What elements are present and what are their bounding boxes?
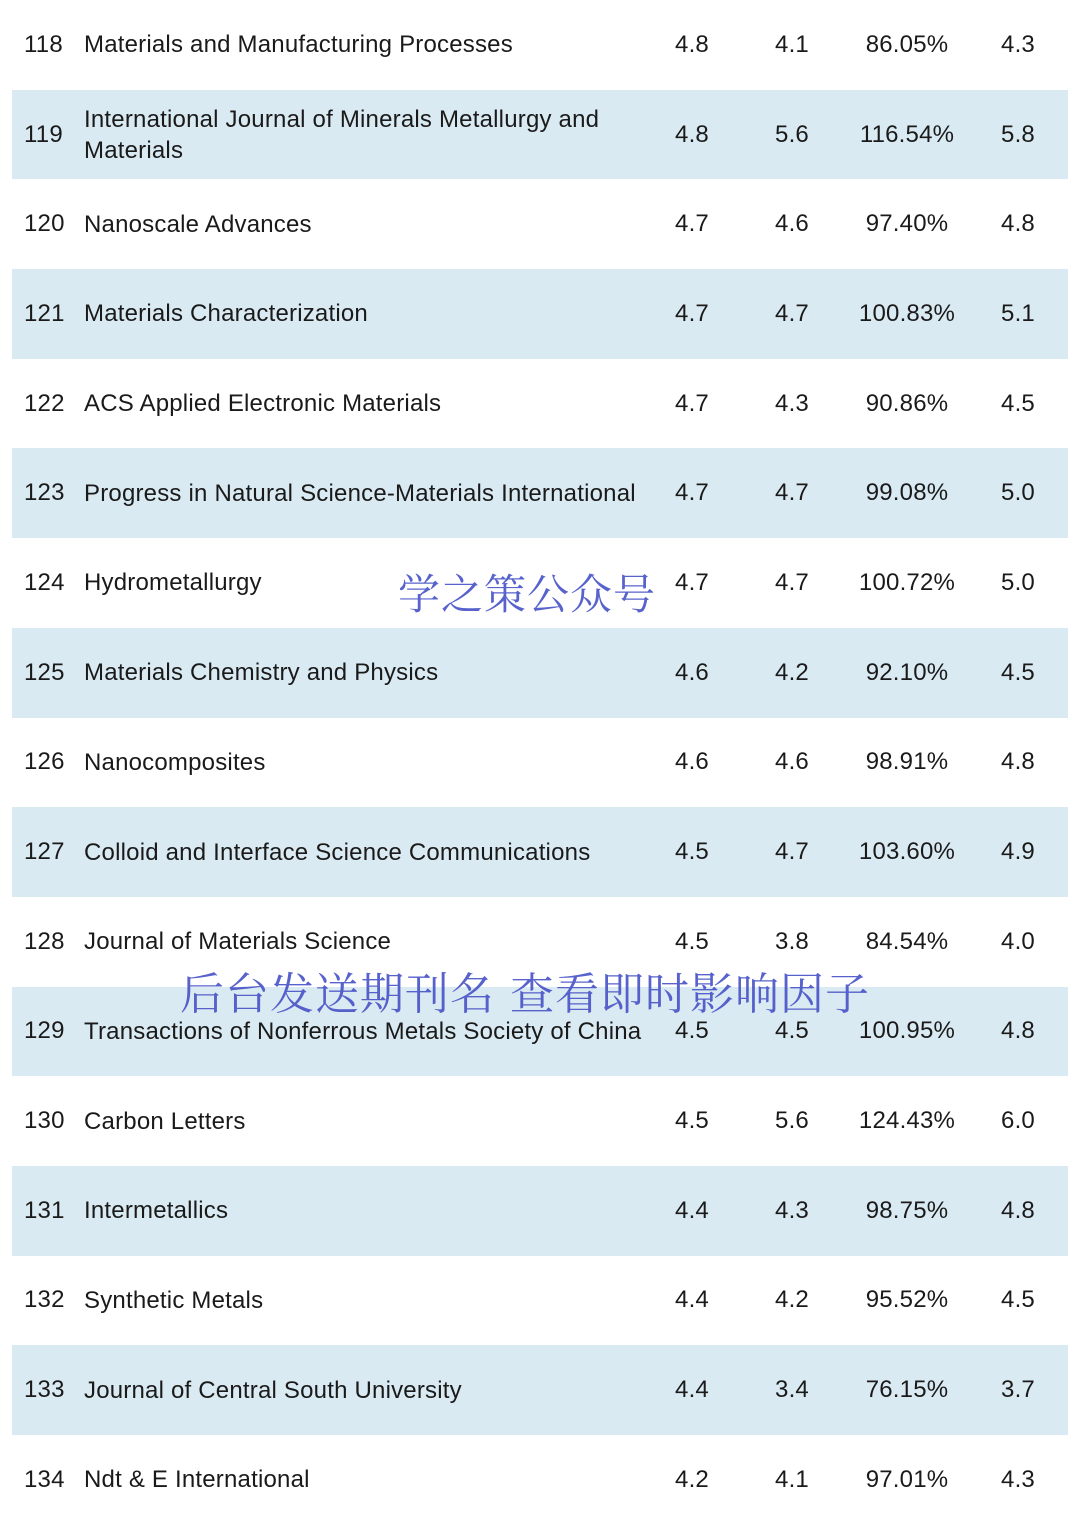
value-cell: 4.5 [1001,658,1035,686]
table-row [12,179,1068,269]
table-row [12,90,1068,180]
value-cell: 4.5 [675,927,709,955]
table-row [12,269,1068,359]
watermark-instruction: 后台发送期刊名 查看即时影响因子 [180,969,870,1020]
value-cell: 4.6 [775,210,809,238]
journal-name-cell: Progress in Natural Science-Materials International [84,479,636,507]
value-cell: 4.7 [775,299,809,327]
value-cell: 4.8 [1001,1017,1035,1045]
value-cell: 4.7 [775,838,809,866]
value-cell: 4.7 [675,479,709,507]
rank-cell: 129 [24,1017,65,1045]
value-cell: 5.1 [1001,299,1035,327]
table-row [12,1435,1068,1525]
rank-cell: 119 [24,120,63,148]
value-cell: 3.4 [775,1376,809,1404]
rank-cell: 125 [24,658,65,686]
rank-cell: 123 [24,479,65,507]
table-row [12,1076,1068,1166]
value-cell: 4.5 [675,838,709,866]
percent-cell: 103.60% [858,838,956,866]
journal-name-cell: Nanoscale Advances [84,210,312,238]
table-row [12,1345,1068,1435]
value-cell: 4.3 [1001,30,1035,58]
value-cell: 4.7 [675,210,709,238]
journal-name-cell: Hydrometallurgy [84,569,262,597]
value-cell: 4.9 [1001,838,1035,866]
value-cell: 4.8 [1001,210,1035,238]
value-cell: 4.8 [1001,1196,1035,1224]
journal-name-cell: Materials and Manufacturing Processes [84,31,513,59]
percent-cell: 98.75% [865,1196,949,1224]
value-cell: 4.6 [775,748,809,776]
value-cell: 4.3 [1001,1465,1035,1493]
value-cell: 3.8 [775,927,809,955]
value-cell: 4.4 [675,1196,709,1224]
rank-cell: 132 [24,1286,65,1314]
percent-cell: 92.10% [865,658,949,686]
journal-name-cell: Nanocomposites [84,748,266,776]
percent-cell: 100.83% [858,299,956,327]
percent-cell: 98.91% [865,748,949,776]
value-cell: 4.8 [1001,748,1035,776]
journal-name-cell: Transactions of Nonferrous Metals Society of China [84,1017,642,1045]
value-cell: 4.7 [675,299,709,327]
rank-cell: 121 [24,299,65,327]
rank-cell: 126 [24,748,65,776]
value-cell: 4.1 [775,30,809,58]
percent-cell: 95.52% [865,1286,949,1314]
value-cell: 4.5 [675,1017,709,1045]
value-cell: 4.0 [1001,927,1035,955]
journal-name-cell: Materials Characterization [84,300,368,328]
table-row [12,807,1068,897]
table-row [12,359,1068,449]
percent-cell: 100.72% [858,568,956,596]
value-cell: 4.5 [1001,389,1035,417]
value-cell: 4.1 [775,1465,809,1493]
value-cell: 4.5 [675,1107,709,1135]
rank-cell: 127 [24,838,65,866]
value-cell: 4.7 [675,389,709,417]
value-cell: 6.0 [1001,1107,1035,1135]
value-cell: 4.2 [675,1465,709,1493]
journal-name-cell: Carbon Letters [84,1107,246,1135]
value-cell: 4.4 [675,1376,709,1404]
table-row [12,0,1068,90]
percent-cell: 84.54% [865,927,949,955]
journal-name-cell: Materials Chemistry and Physics [84,659,439,687]
rank-cell: 134 [24,1465,65,1493]
percent-cell: 116.54% [859,120,955,148]
percent-cell: 100.95% [858,1017,956,1045]
percent-cell: 86.05% [865,30,949,58]
journal-name-cell: Intermetallics [84,1197,229,1225]
value-cell: 4.5 [1001,1286,1035,1314]
journal-name-cell: Colloid and Interface Science Communications [84,838,591,866]
value-cell: 4.7 [775,479,809,507]
value-cell: 4.7 [675,568,709,596]
table-row [12,718,1068,808]
journal-name-cell: Journal of Central South University [84,1376,462,1404]
value-cell: 4.6 [675,658,709,686]
rank-cell: 130 [24,1107,65,1135]
rank-cell: 128 [24,927,65,955]
percent-cell: 99.08% [865,479,949,507]
value-cell: 4.5 [775,1017,809,1045]
value-cell: 5.0 [1001,479,1035,507]
value-cell: 5.0 [1001,568,1035,596]
value-cell: 4.3 [775,389,809,417]
rank-cell: 124 [24,568,65,596]
percent-cell: 90.86% [865,389,949,417]
journal-name-cell: Journal of Materials Science [84,928,392,956]
value-cell: 4.2 [775,658,809,686]
value-cell: 4.3 [775,1196,809,1224]
journal-name-cell: Ndt & E International [84,1466,310,1494]
journal-name-cell: International Journal of Minerals Metallurgy and Materials [84,105,600,164]
journal-name-cell: Synthetic Metals [84,1286,264,1314]
value-cell: 5.6 [775,120,809,148]
rank-cell: 131 [24,1196,65,1224]
percent-cell: 76.15% [865,1376,949,1404]
value-cell: 4.6 [675,748,709,776]
table-row [12,628,1068,718]
rank-cell: 133 [24,1376,65,1404]
percent-cell: 97.40% [865,210,949,238]
value-cell: 5.8 [1001,120,1035,148]
table-row [12,1256,1068,1346]
journal-name-cell: ACS Applied Electronic Materials [84,390,442,418]
percent-cell: 97.01% [865,1465,949,1493]
rank-cell: 120 [24,210,65,238]
rank-cell: 122 [24,389,65,417]
value-cell: 4.4 [675,1286,709,1314]
table-row [12,1166,1068,1256]
value-cell: 3.7 [1001,1376,1035,1404]
rank-cell: 118 [24,30,63,58]
percent-cell: 124.43% [858,1107,956,1135]
value-cell: 4.8 [675,120,709,148]
value-cell: 4.8 [675,30,709,58]
journal-ranking-table [12,0,1068,1525]
watermark-account-name: 学之策公众号 [398,570,657,619]
value-cell: 5.6 [775,1107,809,1135]
value-cell: 4.7 [775,568,809,596]
table-row [12,448,1068,538]
value-cell: 4.2 [775,1286,809,1314]
